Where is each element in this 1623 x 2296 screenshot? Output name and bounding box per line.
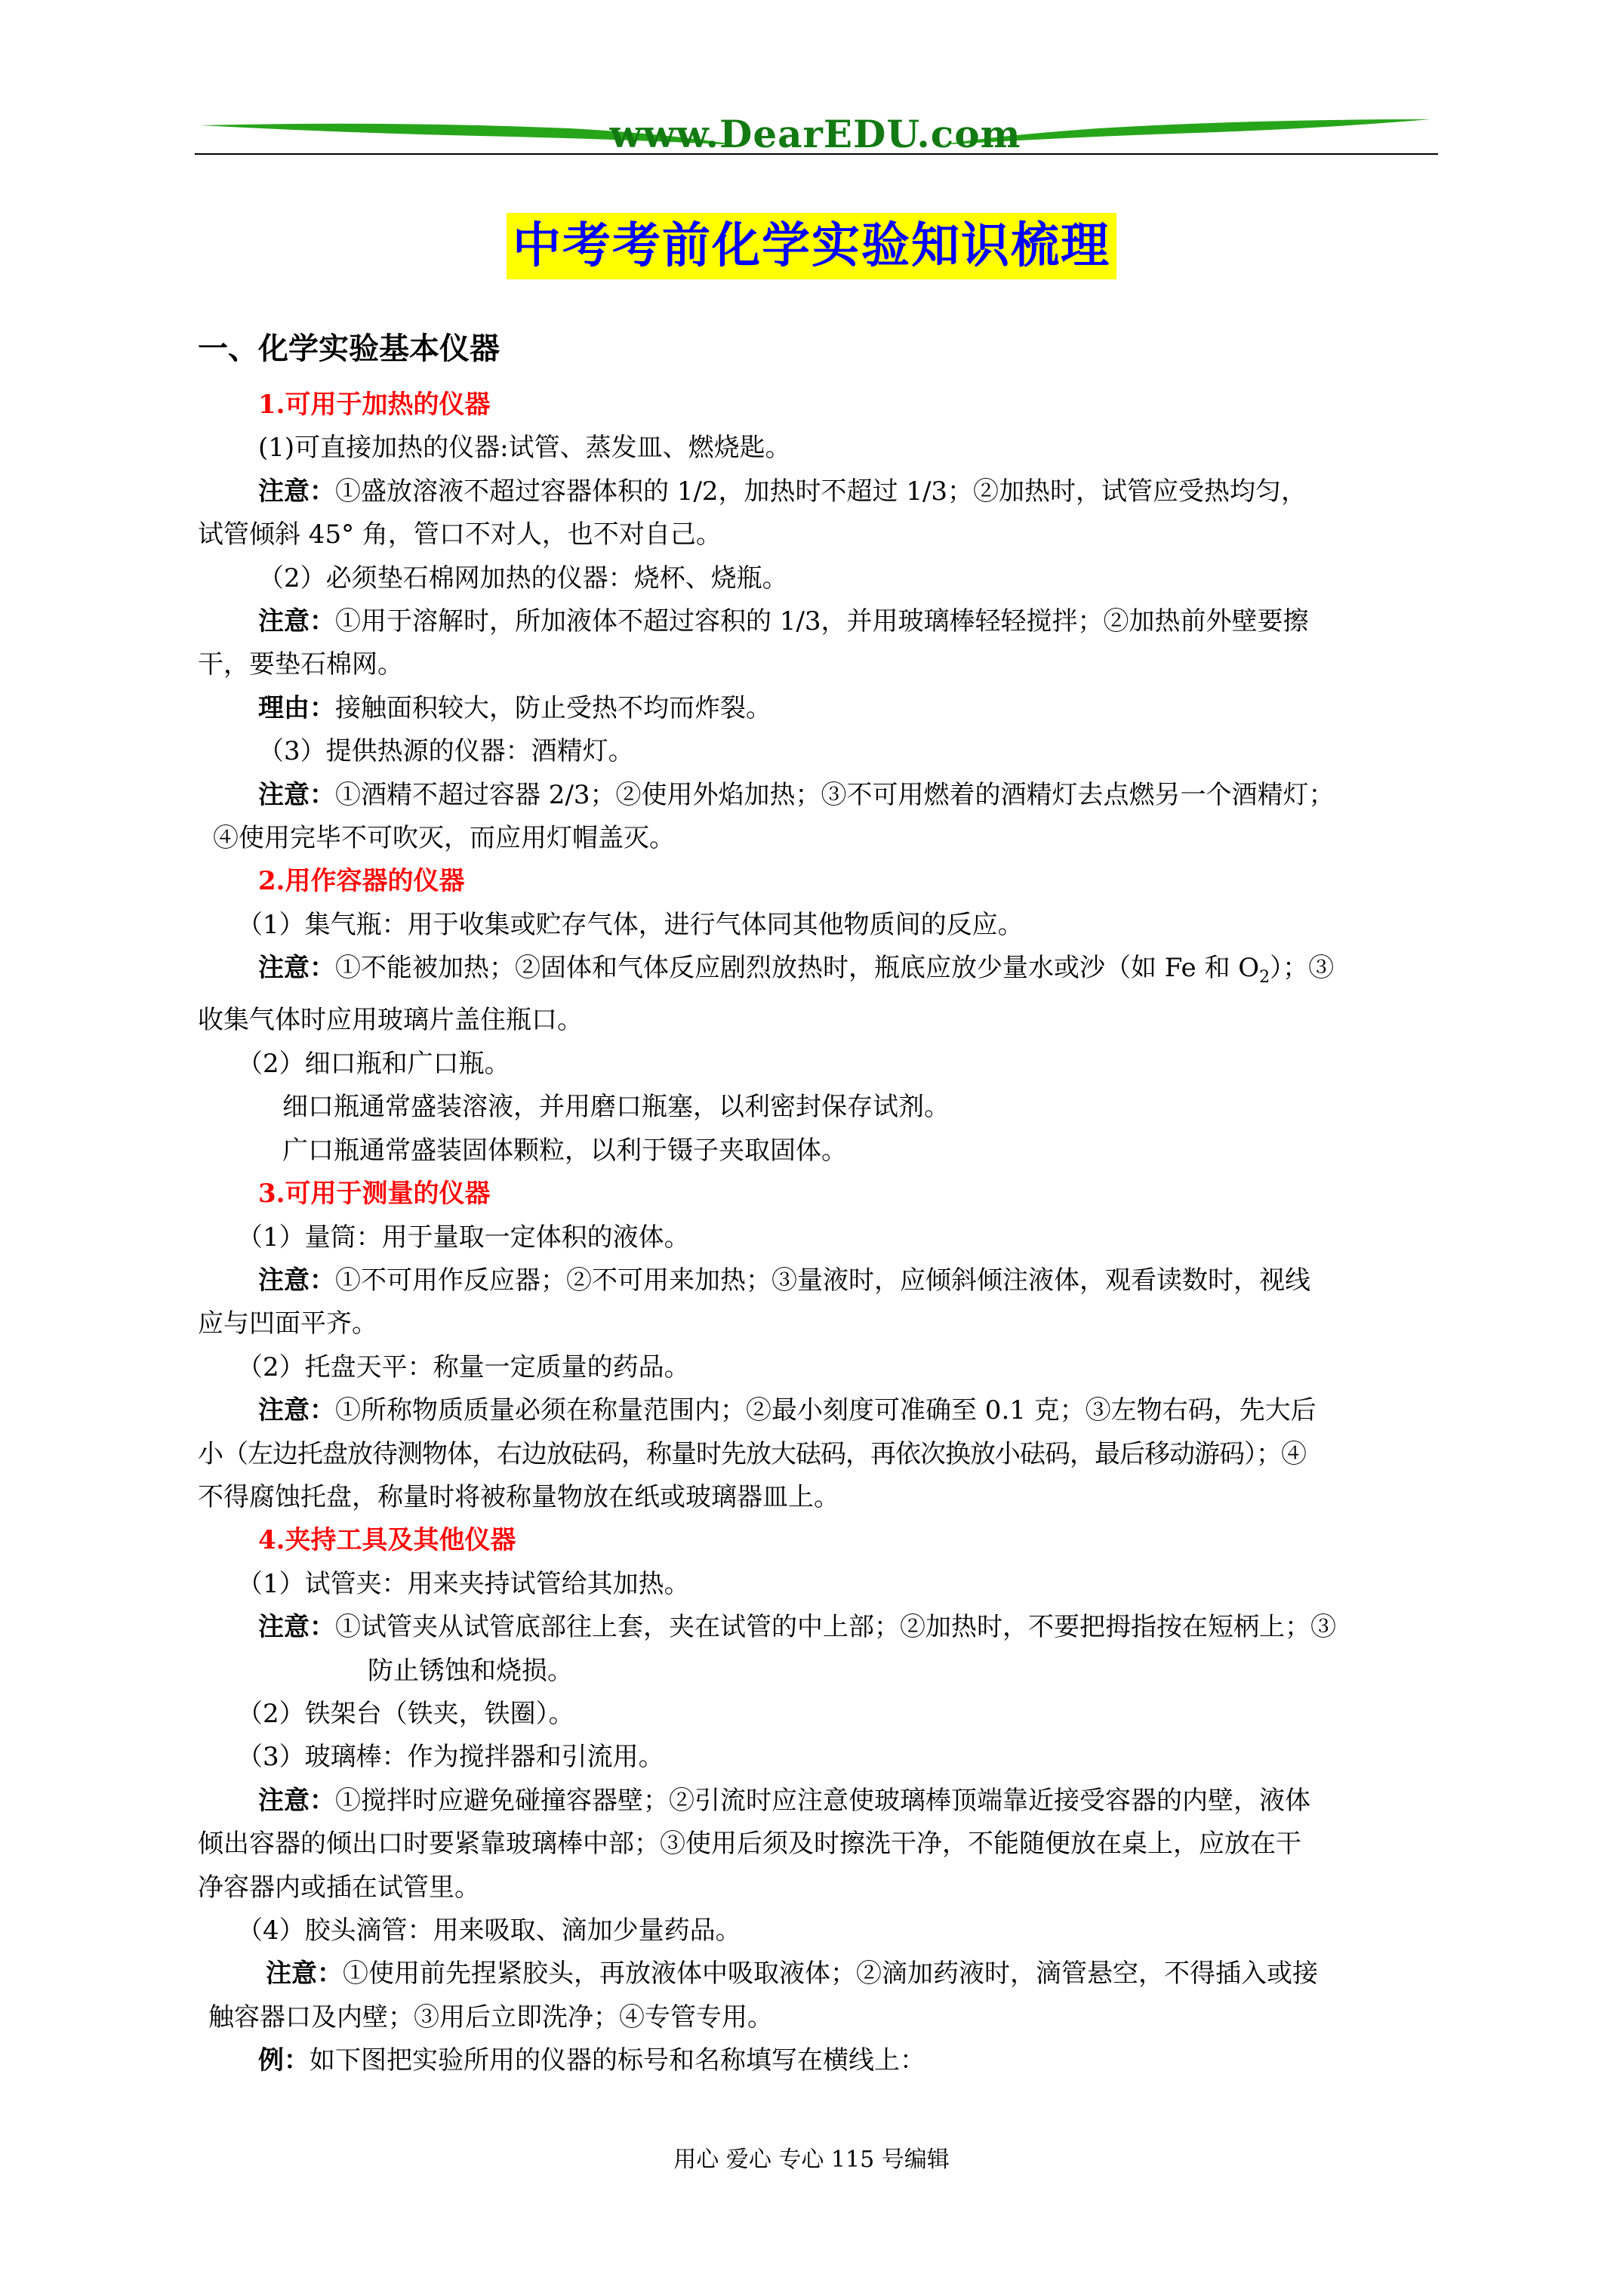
subsection-heading-4: 4.夹持工具及其他仪器: [258, 1525, 516, 1556]
document-body: [198, 384, 1443, 2083]
note-text: ①试管夹从试管底部往上套，夹在试管的中上部；②加热时，不要把拇指按在短柄上；③: [335, 1612, 1336, 1643]
note-paragraph: [198, 1259, 1443, 1302]
note-text: ①不可用作反应器；②不可用来加热；③量液时，应倾斜倾注液体，观看读数时，视线: [335, 1265, 1310, 1296]
note-paragraph: [198, 1606, 1443, 1649]
paragraph: （2）托盘天平：称量一定质量的药品。: [237, 1351, 690, 1382]
note-continuation: 触容器口及内壁；③用后立即洗净；④专管专用。: [208, 2002, 773, 2032]
paragraph: （2）铁架台（铁夹，铁圈）。: [237, 1698, 574, 1729]
subsection-heading-3: 3.可用于测量的仪器: [258, 1179, 491, 1210]
note-paragraph: [198, 774, 1443, 817]
note-paragraph: [198, 470, 1443, 513]
note-continuation: 防止锈蚀和烧损。: [368, 1655, 573, 1686]
note-label: 注意：: [258, 953, 335, 984]
subsection-heading-1: 1.可用于加热的仪器: [258, 390, 491, 420]
note-text: ①盛放溶液不超过容器体积的 1/2，加热时不超过 1/3；②加热时，试管应受热均匀，: [335, 476, 1307, 507]
paragraph: （1）试管夹：用来夹持试管给其加热。: [237, 1568, 690, 1599]
note-continuation: 应与凹面平齐。: [198, 1308, 377, 1339]
title-wrap: [0, 213, 1623, 279]
example-paragraph: [198, 2039, 1443, 2082]
paragraph: 广口瓶通常盛装固体颗粒，以利于镊子夹取固体。: [282, 1135, 847, 1166]
note-label: 注意：: [258, 1612, 335, 1643]
paragraph: （1）集气瓶：用于收集或贮存气体，进行气体同其他物质间的反应。: [237, 909, 1024, 940]
note-text: ①不能被加热；②固体和气体反应剧烈放热时，瓶底应放少量水或沙（如 Fe 和 O: [335, 953, 1260, 984]
note-text: ①搅拌时应避免碰撞容器壁；②引流时应注意使玻璃棒顶端靠近接受容器的内壁，液体: [335, 1785, 1310, 1816]
note-label: 注意：: [258, 1395, 335, 1426]
subscript: 2: [1259, 968, 1270, 988]
subsection-heading-2: 2.用作容器的仪器: [258, 866, 465, 897]
note-paragraph: [198, 1780, 1443, 1823]
example-label: 例：: [258, 2045, 310, 2076]
note-continuation: 收集气体时应用玻璃片盖住瓶口。: [198, 1005, 583, 1036]
paragraph: （3）提供热源的仪器：酒精灯。: [258, 736, 634, 767]
section-heading: 一、化学实验基本仪器: [198, 331, 500, 366]
paragraph: （3）玻璃棒：作为搅拌器和引流用。: [237, 1742, 664, 1773]
note-paragraph: [198, 1952, 1443, 1996]
note-label: 注意：: [258, 476, 335, 507]
note-paragraph: [198, 1389, 1443, 1432]
note-label: 注意：: [258, 779, 335, 810]
note-text: ）；③: [1270, 953, 1335, 984]
note-continuation: 试管倾斜 45° 角，管口不对人，也不对自己。: [198, 519, 722, 550]
note-paragraph: [198, 600, 1443, 643]
paragraph: （2）必须垫石棉网加热的仪器：烧杯、烧瓶。: [258, 562, 788, 593]
note-text: ①使用前先捏紧胶头，再放液体中吸取液体；②滴加药液时，滴管悬空，不得插入或接: [343, 1959, 1318, 1989]
paragraph: (1)可直接加热的仪器:试管、蒸发皿、燃烧匙。: [258, 433, 791, 464]
reason-paragraph: [198, 687, 1443, 730]
note-continuation: 净容器内或插在试管里。: [198, 1872, 480, 1903]
example-text: 如下图把实验所用的仪器的标号和名称填写在横线上：: [310, 2045, 925, 2076]
note-label: 注意：: [258, 1265, 335, 1296]
note-continuation: 倾出容器的倾出口时要紧靠玻璃棒中部；③使用后须及时擦洗干净，不能随便放在桌上，应放在干: [198, 1829, 1301, 1860]
note-text: ①所称物质质量必须在称量范围内；②最小刻度可准确至 0.1 克；③左物右码，先大后: [335, 1395, 1317, 1426]
reason-label: 理由：: [258, 692, 335, 723]
note-label: 注意：: [266, 1959, 343, 1989]
note-continuation: 不得腐蚀托盘，称量时将被称量物放在纸或玻璃器皿上。: [198, 1481, 839, 1512]
header-logo: [192, 106, 1438, 159]
note-label: 注意：: [258, 1785, 335, 1816]
note-continuation: 干，要垫石棉网。: [198, 649, 403, 680]
note-text: ①酒精不超过容器 2/3；②使用外焰加热；③不可用燃着的酒精灯去点燃另一个酒精灯；: [335, 779, 1335, 810]
paragraph: （4）胶头滴管：用来吸取、滴加少量药品。: [237, 1915, 741, 1946]
note-continuation: 小（左边托盘放待测物体，右边放砝码，称量时先放大砝码，再依次换放小砝码，最后移动游码）；④: [198, 1438, 1306, 1469]
site-logo-text: www.DearEDU.com: [609, 112, 1021, 156]
note-text: ①用于溶解时，所加液体不超过容积的 1/3，并用玻璃棒轻轻搅拌；②加热前外壁要擦: [335, 606, 1309, 637]
note-label: 注意：: [258, 606, 335, 637]
note-paragraph: [198, 947, 1443, 999]
paragraph: （2）细口瓶和广口瓶。: [237, 1048, 510, 1079]
page-footer: 用心 爱心 专心 115 号编辑: [673, 2147, 950, 2173]
reason-text: 接触面积较大，防止受热不均而炸裂。: [335, 692, 771, 723]
note-continuation: ④使用完毕不可吹灭，而应用灯帽盖灭。: [213, 823, 675, 854]
page-title: 中考考前化学实验知识梳理: [507, 213, 1116, 279]
header-rule: [195, 153, 1438, 155]
paragraph: （1）量筒：用于量取一定体积的液体。: [237, 1222, 690, 1253]
paragraph: 细口瓶通常盛装溶液，并用磨口瓶塞，以利密封保存试剂。: [282, 1092, 950, 1123]
